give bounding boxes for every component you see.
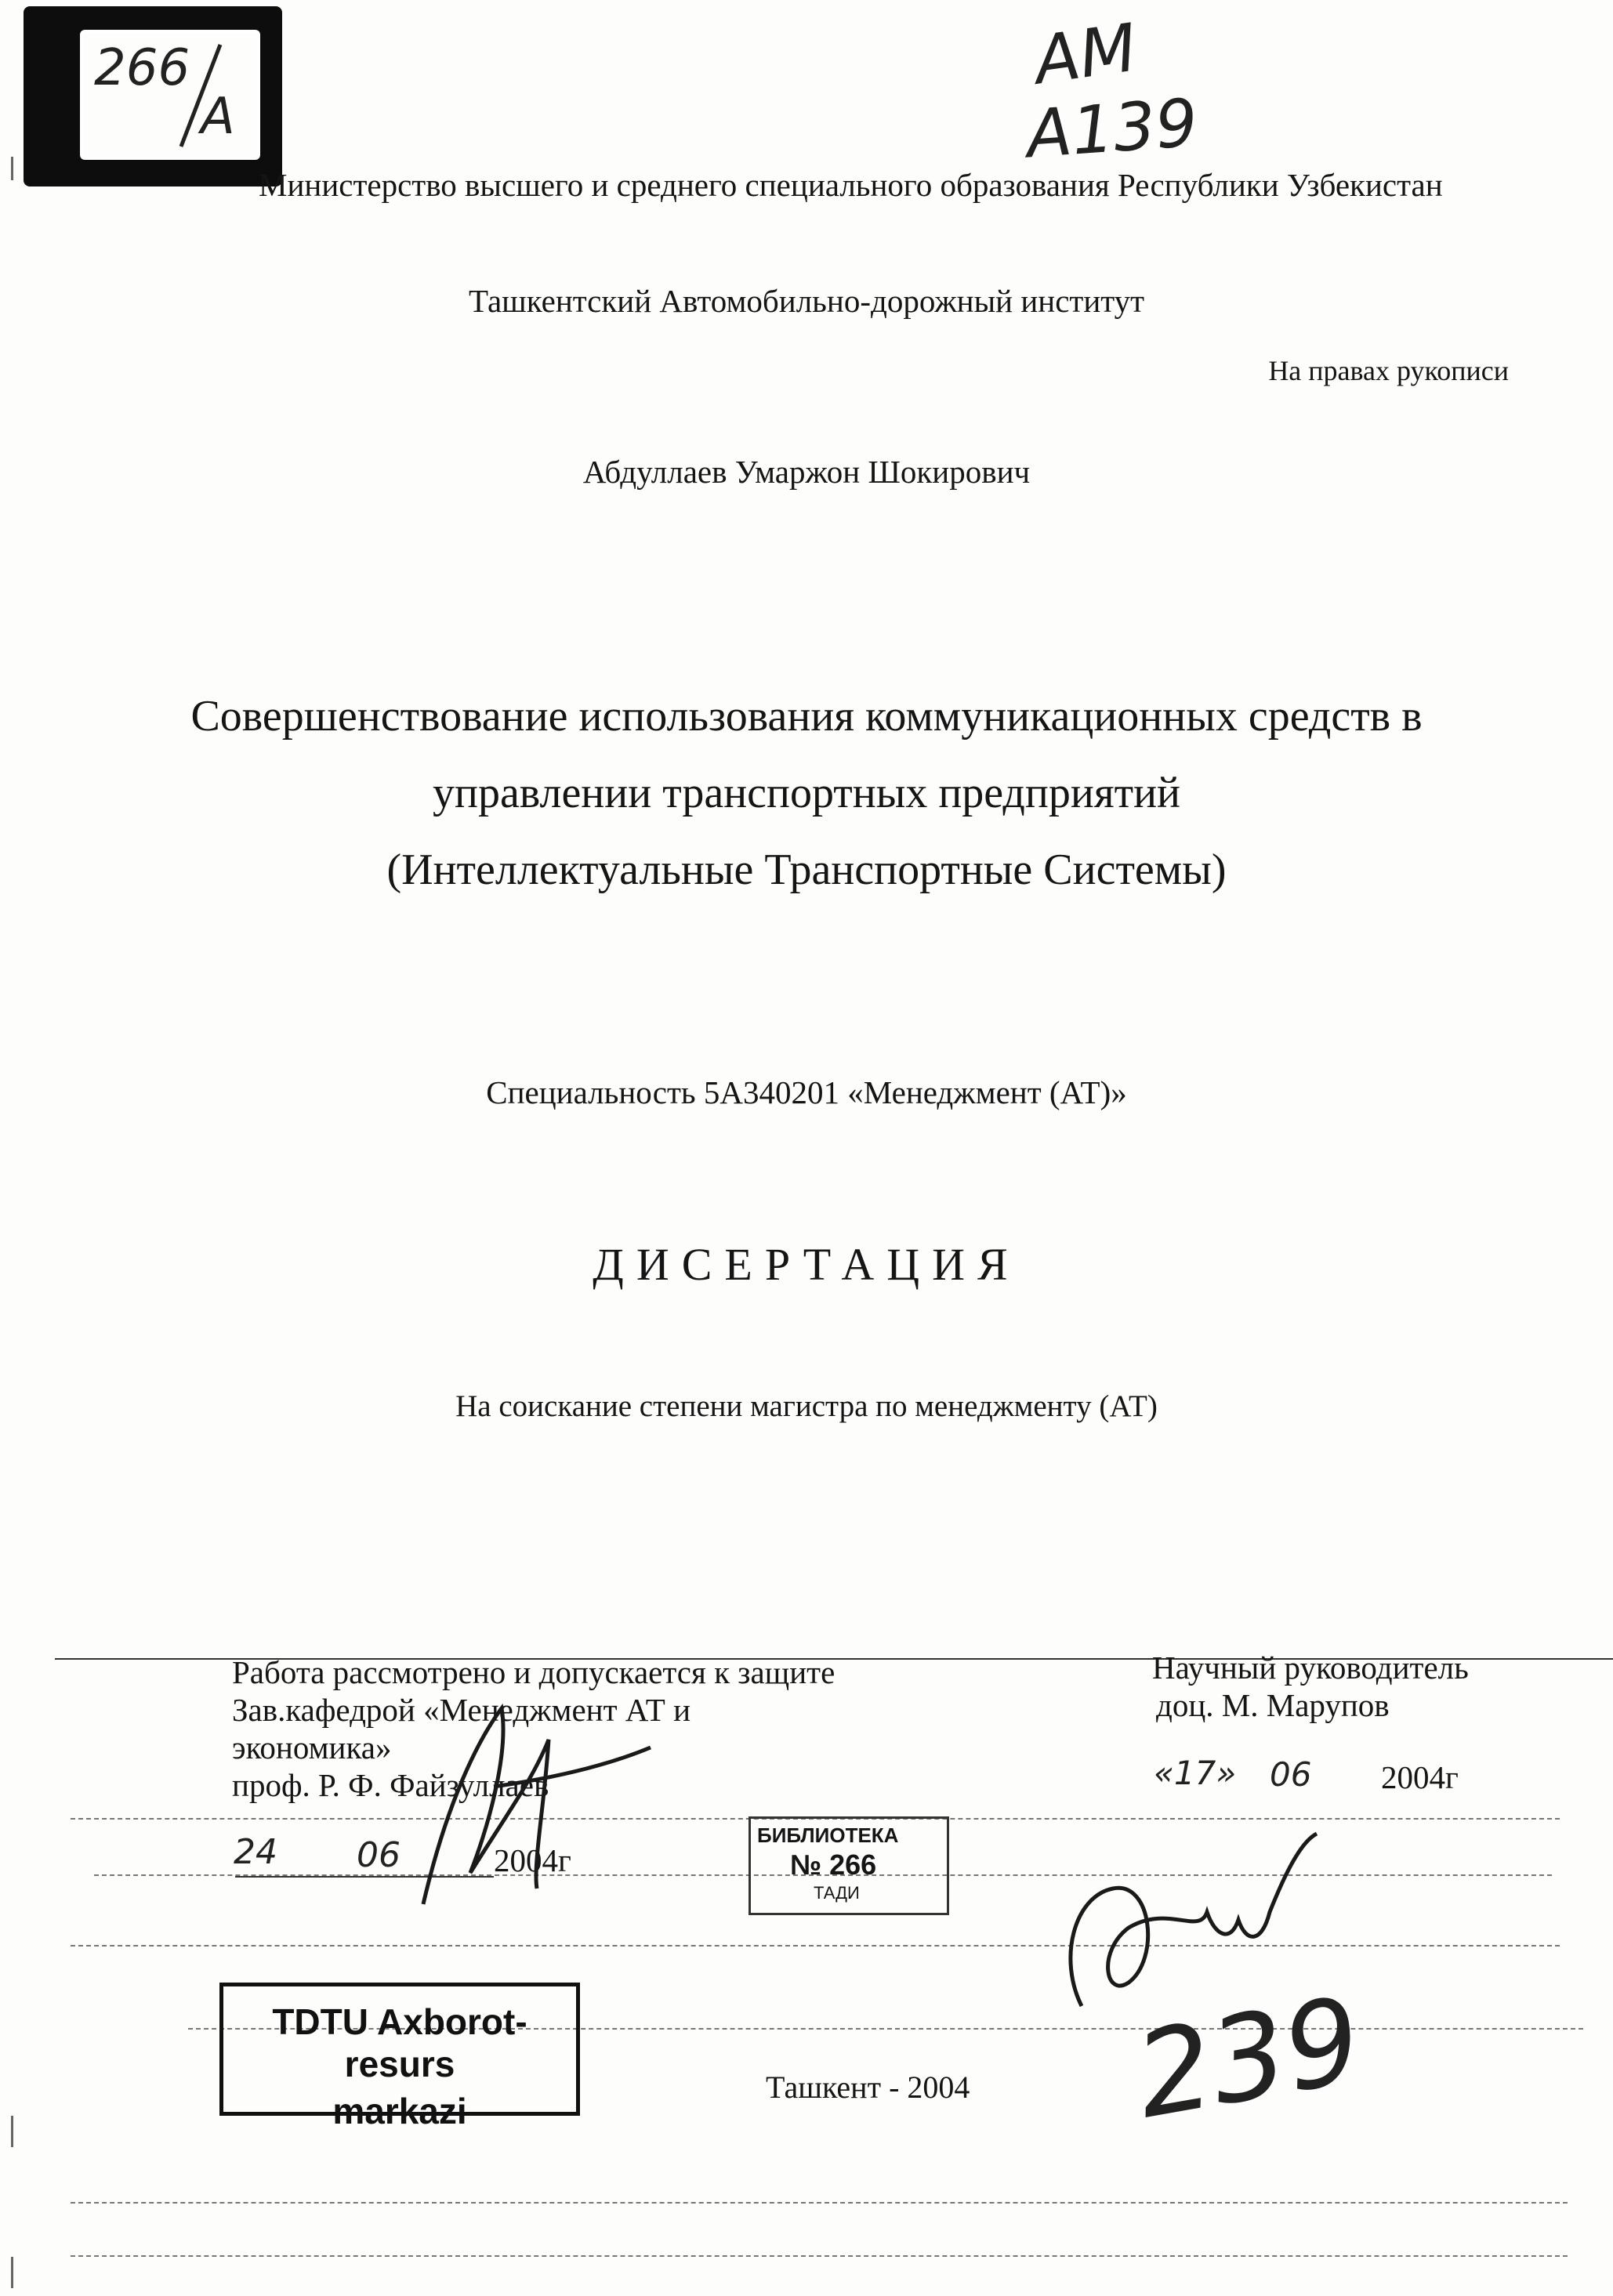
corner-stamp-letter: A: [201, 88, 235, 146]
specialty: Специальность 5А340201 «Менеджмент (АТ)»: [486, 1074, 1127, 1110]
thesis-title-line3: (Интеллектуальные Транспортные Системы): [386, 846, 1227, 894]
institute-name: Ташкентский Автомобильно-дорожный институт: [468, 283, 1145, 319]
supervisor-date-day: «17»: [1154, 1754, 1237, 1792]
approval-date-day: 24: [234, 1832, 277, 1872]
margin-mark: [11, 2257, 13, 2288]
corner-stamp: [24, 6, 282, 187]
handwritten-code-line2: A139: [1024, 84, 1200, 173]
document-type: ДИСЕРТАЦИЯ: [593, 1239, 1020, 1290]
corner-stamp-number: 266: [94, 39, 190, 97]
approval-line2: Зав.кафедрой «Менеджмент АТ и: [232, 1692, 691, 1728]
ministry-name: Министерство высшего и среднего специального образования Республики Узбекистан: [259, 167, 1443, 203]
degree-statement: На соискание степени магистра по менеджменту (АТ): [455, 1389, 1158, 1423]
resource-stamp-line2: markazi: [332, 2091, 467, 2131]
resource-centre-stamp: [219, 1983, 580, 2131]
supervisor-title: Научный руководитель: [1152, 1650, 1469, 1686]
library-stamp-line1: БИБЛИОТЕКА: [757, 1823, 899, 1847]
supervisor-date-month: 06: [1270, 1755, 1312, 1794]
author-name: Абдуллаев Умаржон Шокирович: [582, 454, 1031, 490]
library-stamp: [749, 1816, 949, 1915]
city-year: Ташкент - 2004: [766, 2070, 970, 2105]
thesis-title-line2: управлении транспортных предприятий: [432, 769, 1181, 817]
margin-mark: [11, 2116, 13, 2147]
approval-line1: Работа рассмотрено и допускается к защите: [232, 1654, 835, 1690]
handwritten-number: 239: [1126, 1972, 1372, 2146]
approval-date-year: 2004г: [494, 1842, 571, 1878]
head-of-department-signature: [376, 1693, 658, 1920]
handwritten-code-line1: AM: [1029, 9, 1142, 100]
supervisor-name: доц. М. Марупов: [1156, 1687, 1390, 1723]
dashed-line: [71, 2202, 1568, 2204]
resource-stamp-line1: TDTU Axborot-resurs: [272, 2001, 527, 2084]
dashed-line: [71, 2255, 1568, 2257]
approval-line4: проф. Р. Ф. Файзуллаев: [232, 1767, 549, 1803]
margin-mark: [11, 157, 13, 180]
approval-date-month: 06: [357, 1835, 401, 1875]
library-stamp-line3: ТАДИ: [814, 1883, 860, 1903]
approval-line3: экономика»: [232, 1729, 392, 1765]
library-stamp-number: № 266: [790, 1849, 877, 1881]
supervisor-date-year: 2004г: [1381, 1759, 1459, 1795]
rights-note: На правах рукописи: [1268, 355, 1509, 386]
thesis-title-line1: Совершенствование использования коммуникационных средств в: [190, 692, 1423, 741]
